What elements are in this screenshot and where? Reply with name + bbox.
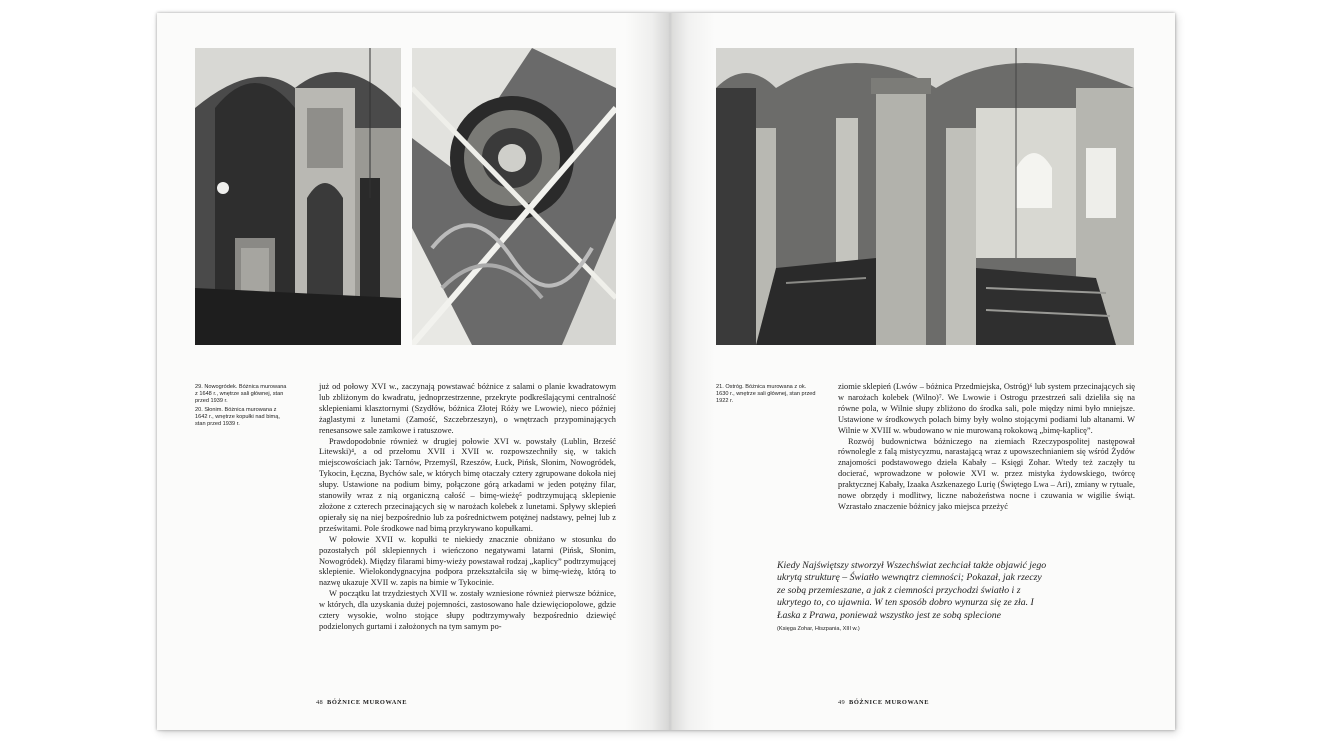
photo-slonim-dome xyxy=(412,48,616,345)
page-number-right: 49 xyxy=(838,699,845,706)
right-paragraph-2: Rozwój budownictwa bóżniczego na ziemiach Rzeczypospolitej następował równolegle z falą mistycyzmu, narastającą wraz z upowszechnianiem się wśród Żydów znajomości podstawowego dzieła Kabały – Księgi Zohar. Wtedy też zaczęły tu docierać, wprowadzone w połowie XVI w. przez mistyka żydowskiego, twórcę praktycznej Kabały, Izaaka Aszkenazego Lurię (Świętego Lwa – Ari), zmiany w rytuale, nowe obrzędy i modlitwy, liczne nabożeństwa nocne i czuwania w wigilie świąt. Wzrastało znaczenie bóżnicy jako miejsca przeżyć xyxy=(838,436,1135,511)
quote-source: (Księga Zohar, Hiszpania, XIII w.) xyxy=(777,626,860,633)
running-title-left: BÓŻNICE MUROWANE xyxy=(327,699,408,706)
right-caption xyxy=(716,384,816,407)
left-paragraph-2: Prawdopodobnie również w drugiej połowie XVI w. powstały (Lublin, Brześć Litewski)⁴, a od przełomu XVII i XVII w. rozpowszechniły się, w takich miejscowościach jak: Tarnów, Przemyśl, Rzeszów, Łuck, Pińsk, Słonim, Nowogródek, Tykocin, Łęczna, Bychów sale, w których bimę otaczały cztery zgrupowane dokoła niej słupy. Ustawione na podium bimy, połączone górą arkadami w jeden potężny filar, stanowiły wraz z nią organiczną całość – bimę-wieżę⁵ podtrzymującą sklepienie złożone z czterech przecinających się w narożach kolebek z lunetami. Spływy sklepień opierały się na niej bezpośrednio lub za pośrednictwem potężnej nadstawy, pełnej lub z prześwitami. Pole środkowe nad bimą przykrywano kopułkami. xyxy=(319,436,616,533)
left-paragraph-4: W początku lat trzydziestych XVII w. zostały wzniesione również pierwsze bóżnice, w których, dla uzyskania dużej pojemności, zastosowano hale dziewięciopolowe, gdzie cztery wysokie, wolno stojące słupy podtrzymywały bezpośrednio dziewięć podzielonych gurtami i założonych na tym samym po- xyxy=(319,589,616,631)
left-paragraph-1: już od połowy XVI w., zaczynają powstawać bóżnice z salami o planie kwadratowym lub zbliżonym do kwadratu, jednoprzestrzenne, przekryte podkreślającymi centralność sklepieniami klasztornymi (Szydłów, bóżnica Złotej Róży we Lwowie), nieco później żaglastymi z lunetami (Zamość, Szczebrzeszyn), o wnętrzach przypominających renesansowe sale zamkowe i ratuszowe. xyxy=(319,382,616,435)
zohar-quote xyxy=(777,560,1047,633)
right-paragraph-1: ziomie sklepień (Lwów – bóżnica Przedmiejska, Ostróg)⁶ lub system przecinających się w narożach kolebek (Wilno)⁷. We Lwowie i Ostrogu przestrzeń sali dzieliła się na równe pola, w Wilnie słupy zbliżono do środka sali, pole między nimi było mniejsze. Ustawione w środkowych polach bimy były wolno stojącymi podiami lub altanami. W Wilnie w XVIII w. wbudowano w nie murowaną rokokową „bimę-kaplicę”. xyxy=(838,382,1135,435)
book-gutter xyxy=(625,13,715,730)
right-text-column xyxy=(838,382,1135,513)
photo-nowogrodek-interior xyxy=(195,48,401,345)
caption-29: 29. Nowogródek. Bóżnica murowana z 1648 r., wnętrze sali głównej, stan przed 1939 r. xyxy=(195,384,287,404)
caption-20: 20. Słonim. Bóżnica murowana z 1642 r., wnętrze kopułki nad bimą, stan przed 1939 r. xyxy=(195,407,280,427)
quote-text: Kiedy Najświętszy stworzył Wszechświat zechciał także objawić jego ukrytą strukturę – Światło wewnątrz ciemności; Pokazał, jak rzeczy ze sobą przemieszane, a jak z ciemności przychodzi światło i z ukrytego to, co ujawnia. W ten sposób dobro wynurza się ze zła. I Łaska z Prawa, ponieważ wszystko jest ze sobą splecione xyxy=(777,560,1047,621)
left-paragraph-3: W połowie XVII w. kopułki te niekiedy znacznie obniżano w stosunku do pozostałych pól sklepiennych i wieńczono negatywami latarni (Pińsk, Słonim, Nowogródek). Między filarami bimy-wieży powstawał rodzaj „kaplicy” podtrzymującej sklepienie. Wielokondygnacyjna podpora przekształciła się w bimę-wieżę, którą to nazwę ukazuje XVII w. zapis na bimie w Tykocinie. xyxy=(319,534,616,588)
folio-left xyxy=(316,699,407,706)
photo-ostrog-interior xyxy=(716,48,1134,345)
left-captions xyxy=(195,384,290,430)
running-title-right: BÓŻNICE MUROWANE xyxy=(849,699,930,706)
left-text-column xyxy=(319,382,616,633)
caption-21: 21. Ostróg. Bóżnica murowana z ok. 1630 r., wnętrze sali głównej, stan przed 1922 r. xyxy=(716,384,816,404)
folio-right xyxy=(838,699,929,706)
page-number-left: 48 xyxy=(316,699,323,706)
book-spread xyxy=(157,13,1175,730)
